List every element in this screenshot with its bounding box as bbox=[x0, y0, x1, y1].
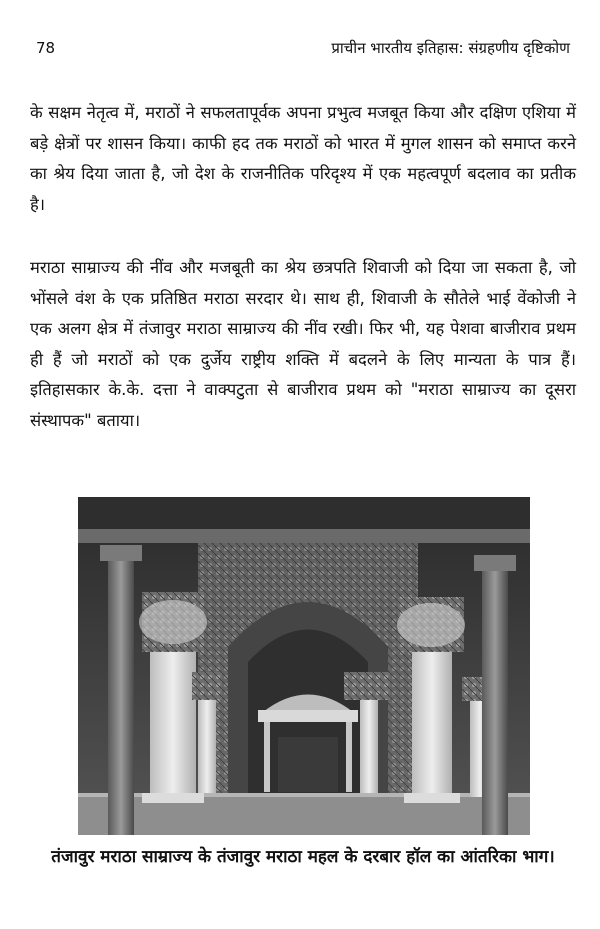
body-paragraph-2: मराठा साम्राज्य की नींव और मजबूती का श्रेय छत्रपति शिवाजी को दिया जा सकता है, जो भोंसले वंश के एक प्रतिष्ठित मराठा सरदार थे। साथ ही, शिवाजी के सौतेले भाई वेंकोजी ने एक अलग क्षेत्र में तंजावुर मराठा साम्राज्य की नींव रखी। फिर भी, यह पेशवा बाजीराव प्रथम ही हैं जो मराठों को एक दुर्जेय राष्ट्रीय शक्ति में बदलने के लिए मान्यता के पात्र हैं। इतिहासकार के.के. दत्ता ने वाक्पटुता से बाजीराव प्रथम को "मराठा साम्राज्य का दूसरा संस्थापक" बताया। bbox=[30, 258, 576, 430]
page-number: 78 bbox=[36, 39, 56, 57]
body-paragraph-1: के सक्षम नेतृत्व में, मराठों ने सफलतापूर्वक अपना प्रभुत्व मजबूत किया और दक्षिण एशिया में बड़े क्षेत्रों पर शासन किया। काफी हद तक मराठों को भारत में मुगल शासन को समाप्त करने का श्रेय दिया जाता है, जो देश के राजनीतिक परिदृश्य में एक महत्वपूर्ण बदलाव का प्रतीक है। bbox=[30, 103, 576, 214]
photo-caption: तंजावुर मराठा साम्राज्य के तंजावुर मराठा महल के दरबार हॉल का आंतरिका भाग। bbox=[51, 847, 555, 867]
durbar-hall-photo bbox=[78, 497, 530, 835]
page-header bbox=[36, 36, 570, 60]
running-title: प्राचीन भारतीय इतिहास: संग्रहणीय दृष्टिकोण bbox=[331, 39, 570, 57]
